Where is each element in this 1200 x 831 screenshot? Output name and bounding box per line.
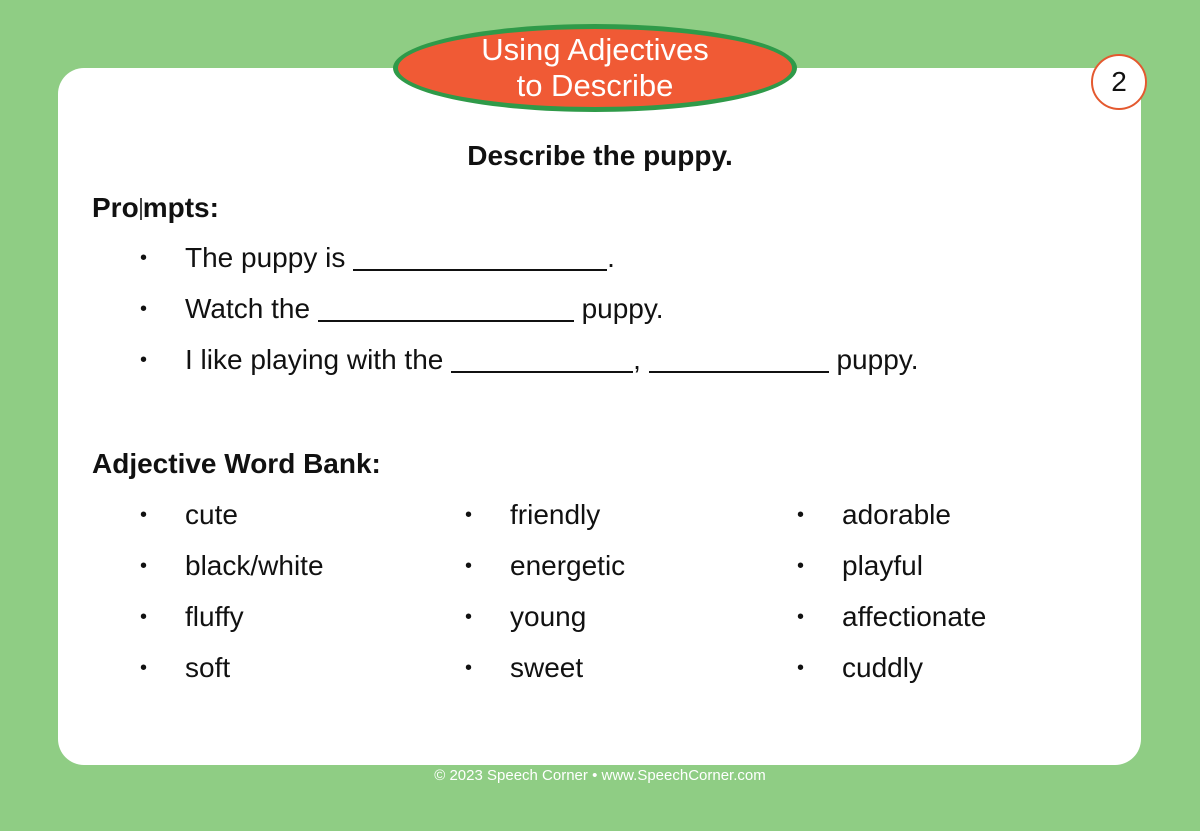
word-bank-item xyxy=(140,652,230,684)
word-text: friendly xyxy=(510,499,601,530)
word-bank-item xyxy=(140,550,324,582)
word-text: cute xyxy=(185,499,238,530)
word-bank-item xyxy=(465,499,600,531)
prompt-text: Watch the xyxy=(185,293,311,324)
prompt-comma: , xyxy=(633,344,641,375)
bullet-icon: • xyxy=(465,606,473,628)
bullet-icon: • xyxy=(797,657,805,679)
bullet-icon: • xyxy=(140,657,148,679)
word-bank-item xyxy=(797,601,986,633)
word-text: young xyxy=(510,601,587,632)
blank-line xyxy=(649,345,829,373)
word-text: fluffy xyxy=(185,601,244,632)
bullet-icon: • xyxy=(797,504,805,526)
bullet-icon: • xyxy=(140,349,148,371)
word-text: adorable xyxy=(842,499,951,530)
word-bank-item xyxy=(465,601,586,633)
word-text: playful xyxy=(842,550,923,581)
prompts-heading-start: Pro xyxy=(92,192,139,223)
blank-line xyxy=(318,294,574,322)
prompt-item xyxy=(140,344,918,380)
word-bank-item xyxy=(140,499,238,531)
word-text: energetic xyxy=(510,550,626,581)
word-text: affectionate xyxy=(842,601,987,632)
prompts-heading xyxy=(92,192,219,224)
prompt-text: The puppy is xyxy=(185,242,346,273)
bullet-icon: • xyxy=(797,606,805,628)
word-bank-item xyxy=(797,499,951,531)
word-bank-item xyxy=(797,550,923,582)
prompt-text-end: . xyxy=(607,242,615,273)
prompt-text: I like playing with the xyxy=(185,344,444,375)
prompt-text-end: puppy. xyxy=(581,293,664,324)
subtitle: Describe the puppy. xyxy=(467,140,733,171)
title-badge xyxy=(393,24,797,112)
bullet-icon: • xyxy=(140,504,148,526)
blank-line xyxy=(451,345,633,373)
word-text: cuddly xyxy=(842,652,923,683)
word-bank-item xyxy=(465,652,583,684)
word-bank-item xyxy=(797,652,923,684)
bullet-icon: • xyxy=(465,657,473,679)
prompts-heading-end: mpts: xyxy=(142,192,219,223)
word-bank-item xyxy=(140,601,244,633)
bullet-icon: • xyxy=(140,555,148,577)
word-bank-item xyxy=(465,550,625,582)
bullet-icon: • xyxy=(140,298,148,320)
bullet-icon: • xyxy=(140,247,148,269)
text-cursor-icon xyxy=(140,198,142,220)
bullet-icon: • xyxy=(797,555,805,577)
word-text: sweet xyxy=(510,652,584,683)
bullet-icon: • xyxy=(465,555,473,577)
copyright-footer: © 2023 Speech Corner • www.SpeechCorner.com xyxy=(434,767,766,784)
bullet-icon: • xyxy=(140,606,148,628)
word-text: soft xyxy=(185,652,231,683)
word-bank-heading: Adjective Word Bank: xyxy=(92,448,381,479)
prompt-item xyxy=(140,242,615,278)
blank-line xyxy=(353,243,607,271)
prompt-text-end: puppy. xyxy=(836,344,919,375)
bullet-icon: • xyxy=(465,504,473,526)
prompt-item xyxy=(140,293,664,329)
page-number-badge: 2 xyxy=(1091,54,1147,110)
title-text: Using Adjectives to Describe xyxy=(481,32,709,103)
word-text: black/white xyxy=(185,550,324,581)
